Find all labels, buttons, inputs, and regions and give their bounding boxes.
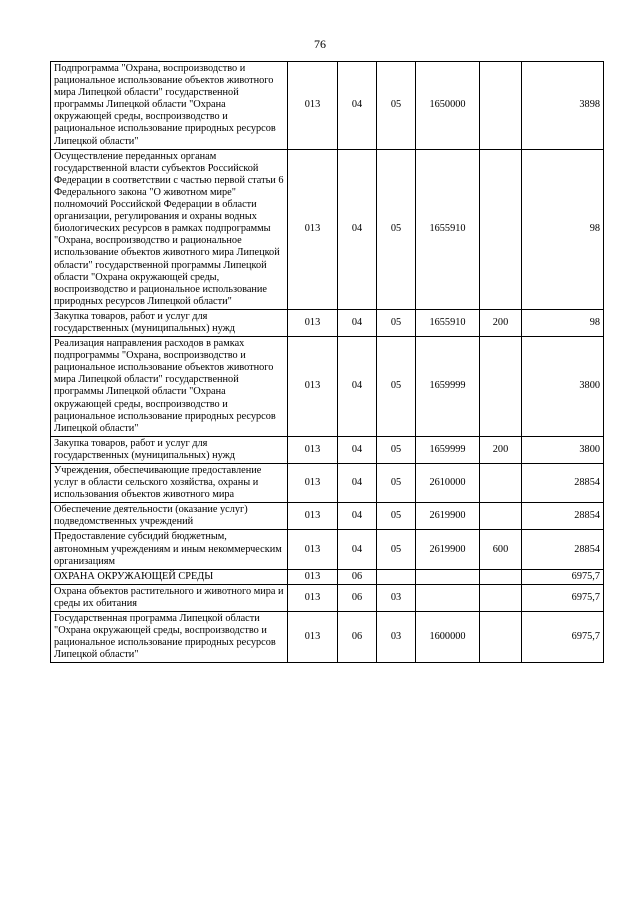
expense-type-cell: 200 [480, 309, 522, 336]
ministry-code-cell: 013 [288, 309, 338, 336]
subsection-code-cell: 03 [377, 584, 416, 611]
amount-cell: 28854 [522, 464, 604, 503]
section-code-cell: 04 [338, 503, 377, 530]
target-article-cell [416, 569, 480, 584]
subsection-code-cell: 03 [377, 612, 416, 663]
table-row [51, 337, 604, 437]
subsection-code-cell [377, 569, 416, 584]
ministry-code-cell: 013 [288, 149, 338, 309]
subsection-code-cell: 05 [377, 337, 416, 437]
row-name-cell: Закупка товаров, работ и услуг для государственных (муниципальных) нужд [51, 436, 288, 463]
target-article-cell: 1600000 [416, 612, 480, 663]
section-code-cell: 04 [338, 337, 377, 437]
row-name-cell: Осуществление переданных органам государственной власти субъектов Российской Федерации в соответствии с частью первой статьи 6 Федерального закона "О животном мире" полномочий Российской Федерации в области организации, регулирования и охраны водных биологических ресурсов в рамках подпрограммы "Охрана, воспроизводство и рациональное использование объектов животного мира Липецкой области" государственной программы Липецкой области "Охрана окружающей среды, воспроизводство и рациональное использование природных ресурсов Липецкой области" [51, 149, 288, 309]
expense-type-cell [480, 62, 522, 150]
ministry-code-cell: 013 [288, 503, 338, 530]
ministry-code-cell: 013 [288, 530, 338, 569]
row-name-cell: Государственная программа Липецкой области "Охрана окружающей среды, воспроизводство и рациональное использование природных ресурсов Липецкой области" [51, 612, 288, 663]
table-row [51, 569, 604, 584]
target-article-cell: 2619900 [416, 530, 480, 569]
table-row [51, 62, 604, 150]
section-code-cell: 06 [338, 584, 377, 611]
budget-table [50, 61, 604, 663]
ministry-code-cell: 013 [288, 62, 338, 150]
section-code-cell: 04 [338, 62, 377, 150]
expense-type-cell [480, 503, 522, 530]
expense-type-cell: 200 [480, 436, 522, 463]
subsection-code-cell: 05 [377, 530, 416, 569]
section-code-cell: 06 [338, 569, 377, 584]
ministry-code-cell: 013 [288, 584, 338, 611]
target-article-cell: 1655910 [416, 149, 480, 309]
subsection-code-cell: 05 [377, 149, 416, 309]
expense-type-cell [480, 612, 522, 663]
amount-cell: 28854 [522, 503, 604, 530]
table-row [51, 309, 604, 336]
expense-type-cell [480, 464, 522, 503]
row-name-cell: Подпрограмма "Охрана, воспроизводство и рациональное использование объектов животного мира Липецкой области" государственной программы Липецкой области "Охрана окружающей среды, воспроизводство и рациональное использование природных ресурсов Липецкой области" [51, 62, 288, 150]
table-row [51, 149, 604, 309]
table-row [51, 584, 604, 611]
amount-cell: 3898 [522, 62, 604, 150]
ministry-code-cell: 013 [288, 337, 338, 437]
amount-cell: 3800 [522, 337, 604, 437]
expense-type-cell: 600 [480, 530, 522, 569]
amount-cell: 6975,7 [522, 569, 604, 584]
expense-type-cell [480, 337, 522, 437]
subsection-code-cell: 05 [377, 503, 416, 530]
expense-type-cell [480, 149, 522, 309]
section-code-cell: 06 [338, 612, 377, 663]
subsection-code-cell: 05 [377, 62, 416, 150]
amount-cell: 98 [522, 149, 604, 309]
table-row [51, 530, 604, 569]
expense-type-cell [480, 569, 522, 584]
table-row [51, 503, 604, 530]
amount-cell: 28854 [522, 530, 604, 569]
section-code-cell: 04 [338, 309, 377, 336]
subsection-code-cell: 05 [377, 309, 416, 336]
table-row [51, 612, 604, 663]
target-article-cell: 1659999 [416, 337, 480, 437]
ministry-code-cell: 013 [288, 436, 338, 463]
table-body [51, 62, 604, 663]
amount-cell: 98 [522, 309, 604, 336]
page-number: 76 [314, 37, 326, 51]
table-row [51, 464, 604, 503]
ministry-code-cell: 013 [288, 569, 338, 584]
section-code-cell: 04 [338, 436, 377, 463]
ministry-code-cell: 013 [288, 464, 338, 503]
row-name-cell: Реализация направления расходов в рамках подпрограммы "Охрана, воспроизводство и рациональное использование объектов животного мира Липецкой области" государственной программы Липецкой области "Охрана окружающей среды, воспроизводство и рациональное использование природных ресурсов Липецкой области" [51, 337, 288, 437]
target-article-cell: 1659999 [416, 436, 480, 463]
amount-cell: 3800 [522, 436, 604, 463]
section-code-cell: 04 [338, 464, 377, 503]
amount-cell: 6975,7 [522, 612, 604, 663]
row-name-cell: Учреждения, обеспечивающие предоставление услуг в области сельского хозяйства, охраны и использования объектов животного мира [51, 464, 288, 503]
subsection-code-cell: 05 [377, 436, 416, 463]
expense-type-cell [480, 584, 522, 611]
target-article-cell: 1655910 [416, 309, 480, 336]
section-code-cell: 04 [338, 149, 377, 309]
target-article-cell: 2610000 [416, 464, 480, 503]
row-name-cell: Предоставление субсидий бюджетным, автономным учреждениям и иным некоммерческим организациям [51, 530, 288, 569]
target-article-cell: 1650000 [416, 62, 480, 150]
ministry-code-cell: 013 [288, 612, 338, 663]
row-name-cell: Обеспечение деятельности (оказание услуг) подведомственных учреждений [51, 503, 288, 530]
row-name-cell: Закупка товаров, работ и услуг для государственных (муниципальных) нужд [51, 309, 288, 336]
target-article-cell: 2619900 [416, 503, 480, 530]
section-code-cell: 04 [338, 530, 377, 569]
table-row [51, 436, 604, 463]
target-article-cell [416, 584, 480, 611]
row-name-cell: Охрана объектов растительного и животного мира и среды их обитания [51, 584, 288, 611]
subsection-code-cell: 05 [377, 464, 416, 503]
amount-cell: 6975,7 [522, 584, 604, 611]
row-name-cell: ОХРАНА ОКРУЖАЮЩЕЙ СРЕДЫ [51, 569, 288, 584]
